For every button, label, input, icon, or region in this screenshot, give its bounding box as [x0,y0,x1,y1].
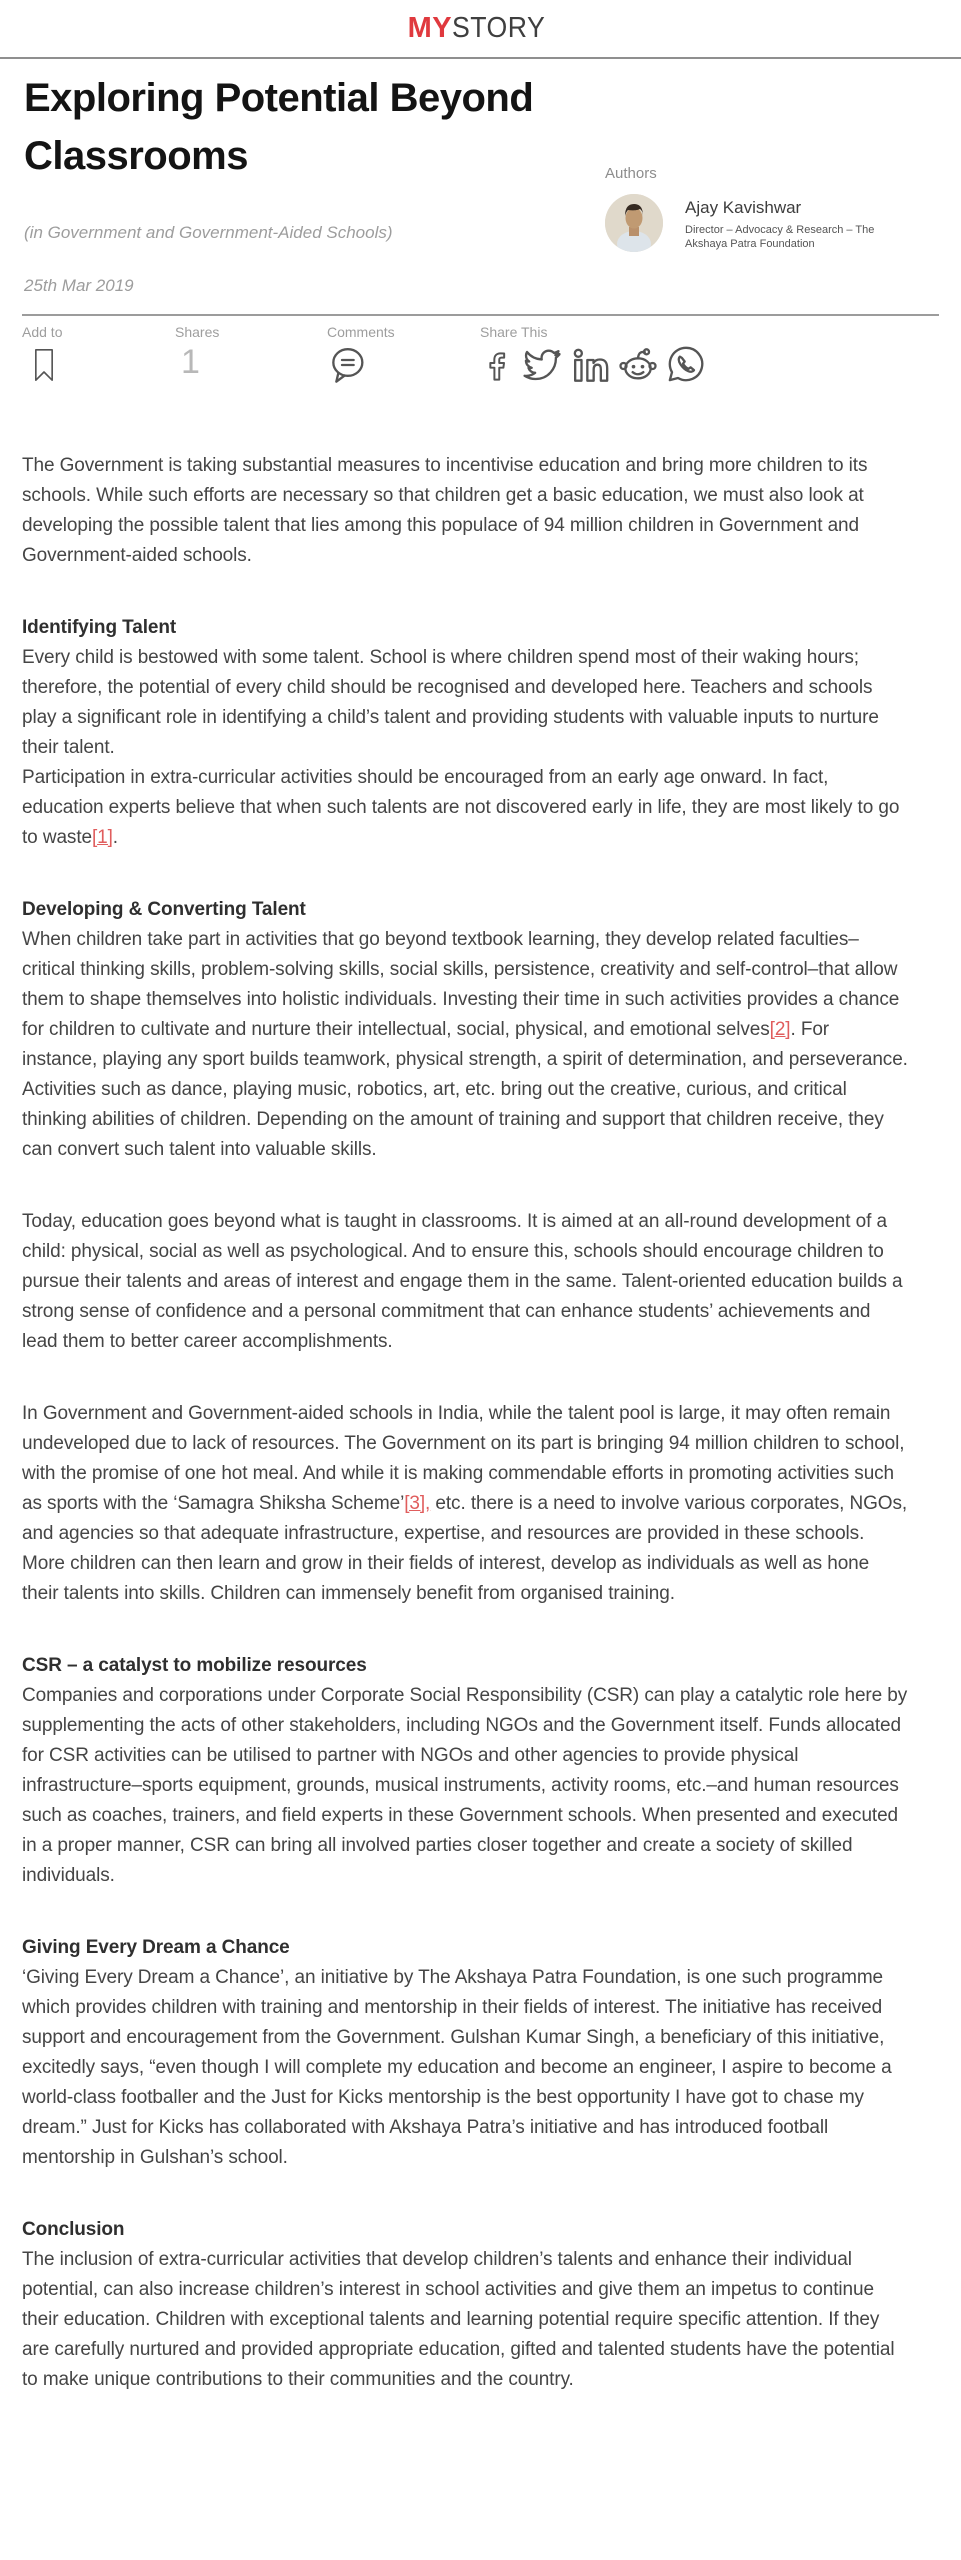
twitter-icon [521,344,563,384]
add-to-label: Add to [22,324,63,340]
whatsapp-share-button[interactable] [666,344,706,389]
comments-button[interactable] [327,345,480,385]
authors-column [605,59,937,314]
logo-story: STORY [452,12,546,44]
whatsapp-icon [666,344,706,384]
article-header [0,59,961,314]
author-role: Director – Advocacy & Research – The Akshaya Patra Foundation [685,224,875,250]
page-title: Exploring Potential Beyond Classrooms [24,76,534,178]
paragraph: Companies and corporations under Corporate Social Responsibility (CSR) can play a catalytic role here by supplementing the acts of other stakeholders, including NGOs and the Government itself. Funds allocated for CSR activities can be utilised to partner with NGOs and other agencies to provide physical infrastructure–sports equipment, grounds, musical instruments, activity rooms, etc.–and human resources such as coaches, trainers, and field experts in these Government schools. When presented and executed in a proper manner, CSR can bring all involved parties closer together and create a society of skilled individuals. [22,1685,908,1886]
section-heading: Giving Every Dream a Chance [22,1937,290,1958]
shares-count: 1 [181,343,200,381]
logo-my: MY [407,12,453,44]
paragraph: ‘Giving Every Dream a Chance’, an initiative by The Akshaya Patra Foundation, is one such programme which provides children with training and mentorship in their fields of interest. The initiative has received support and encouragement from the Government. Gulshan Kumar Singh, a beneficiary of this initiative, excitedly says, “even though I will complete my education and become an engineer, I aspire to become a world-class footballer and the Just for Kicks mentorship is the best opportunity I have got to chase my dream.” Just for Kicks has collaborated with Akshaya Patra’s initiative and has introduced football mentorship in Gulshan’s school. [22,1967,892,2168]
author-avatar [605,194,663,252]
share-this-label: Share This [480,324,548,340]
paragraph: The Government is taking substantial measures to incentivise education and bring more children to its schools. While such efforts are necessary so that children get a basic education, we must also look at developing the possible talent that lies among this populace of 94 million children in Government and Government-aided schools. [22,455,868,566]
linkedin-icon [570,344,610,384]
section-heading: Identifying Talent [22,617,177,638]
shares-label: Shares [175,324,220,340]
title-column [24,59,605,314]
section-heading: CSR – a catalyst to mobilize resources [22,1655,367,1676]
paragraph: Every child is bestowed with some talent. School is where children spend most of their waking hours; therefore, the potential of every child should be recognised and developed here. Teachers and schools play a significant role in identifying a child’s talent and providing students with valuable inputs to nurture their talent. [22,647,879,758]
paragraph: Today, education goes beyond what is taught in classrooms. It is aimed at an all-round development of a child: physical, social as well as psychological. And to ensure this, schools should encourage children to pursue their talents and areas of interest and engage them in the same. Talent-oriented education builds a strong sense of confidence and a personal commitment that can enhance students’ achievements and lead them to better career accomplishments. [22,1211,903,1352]
article-body [0,389,961,2415]
linkedin-share-button[interactable] [570,344,610,389]
page-subtitle: (in Government and Government-Aided Schools) [24,223,393,242]
comments-icon [327,345,367,385]
paragraph: Participation in extra-curricular activities should be encouraged from an early age onward. In fact, education experts believe that when such talents are not discovered early in life, they are most likely to go to waste[1]. [22,767,900,848]
citation-link[interactable]: [3], [404,1493,431,1514]
bookmark-icon [30,345,58,385]
social-buttons-row [480,344,937,389]
author-meta [685,194,903,252]
engagement-bar [0,316,961,389]
citation-link[interactable]: [1] [91,827,113,848]
mystory-logo[interactable] [408,12,554,45]
comments-section [327,324,480,389]
add-to-section [22,324,175,389]
bookmark-button[interactable] [30,345,175,385]
paragraph: In Government and Government-aided schools in India, while the talent pool is large, it may often remain undeveloped due to lack of resources. The Government on its part is bringing 94 million children to school, with the promise of one hot meal. And while it is making commendable efforts in promoting activities such as sports with the ‘Samagra Shiksha Scheme’[3], etc. there is a need to involve various corporates, NGOs, and agencies so that adequate infrastructure, expertise, and resources are provided in these schools. More children can then learn and grow in their fields of interest, develop as individuals as well as hone their talents into skills. Children can immensely benefit from organised training. [22,1403,908,1604]
paragraph: The inclusion of extra-curricular activities that develop children’s talents and enhance their individual potential, can also increase children’s interest in school activities and give them an impetus to continue their education. Children with exceptional talents and learning potential require specific attention. If they are carefully nurtured and provided appropriate education, gifted and talented students have the potential to make unique contributions to their communities and the country. [22,2249,895,2390]
share-this-section [480,324,937,389]
publish-date: 25th Mar 2019 [24,276,134,295]
twitter-share-button[interactable] [521,344,563,389]
facebook-icon [480,344,514,384]
section-heading: Developing & Converting Talent [22,899,306,920]
author-name[interactable]: Ajay Kavishwar [685,198,802,217]
section-heading: Conclusion [22,2219,125,2240]
citation-link[interactable]: [2] [769,1019,791,1040]
masthead [0,0,961,59]
paragraph: When children take part in activities that go beyond textbook learning, they develop related faculties–critical thinking skills, problem-solving skills, social skills, persistence, creativity and self-control–that allow them to shape themselves into holistic individuals. Investing their time in such activities provides a chance for children to cultivate and nurture their intellectual, social, physical, and emotional selves[2]. For instance, playing any sport builds teamwork, physical strength, a spirit of determination, and perseverance. Activities such as dance, playing music, robotics, art, etc. bring out the creative, curious, and critical thinking abilities of children. Depending on the amount of training and support that children receive, they can convert such talent into valuable skills. [22,929,908,1160]
shares-section [175,324,327,389]
reddit-share-button[interactable] [617,344,659,389]
authors-label: Authors [605,165,657,182]
author-card[interactable] [605,194,937,252]
comments-label: Comments [327,324,395,340]
facebook-share-button[interactable] [480,344,514,389]
avatar-photo-placeholder [605,194,663,252]
reddit-icon [617,344,659,384]
